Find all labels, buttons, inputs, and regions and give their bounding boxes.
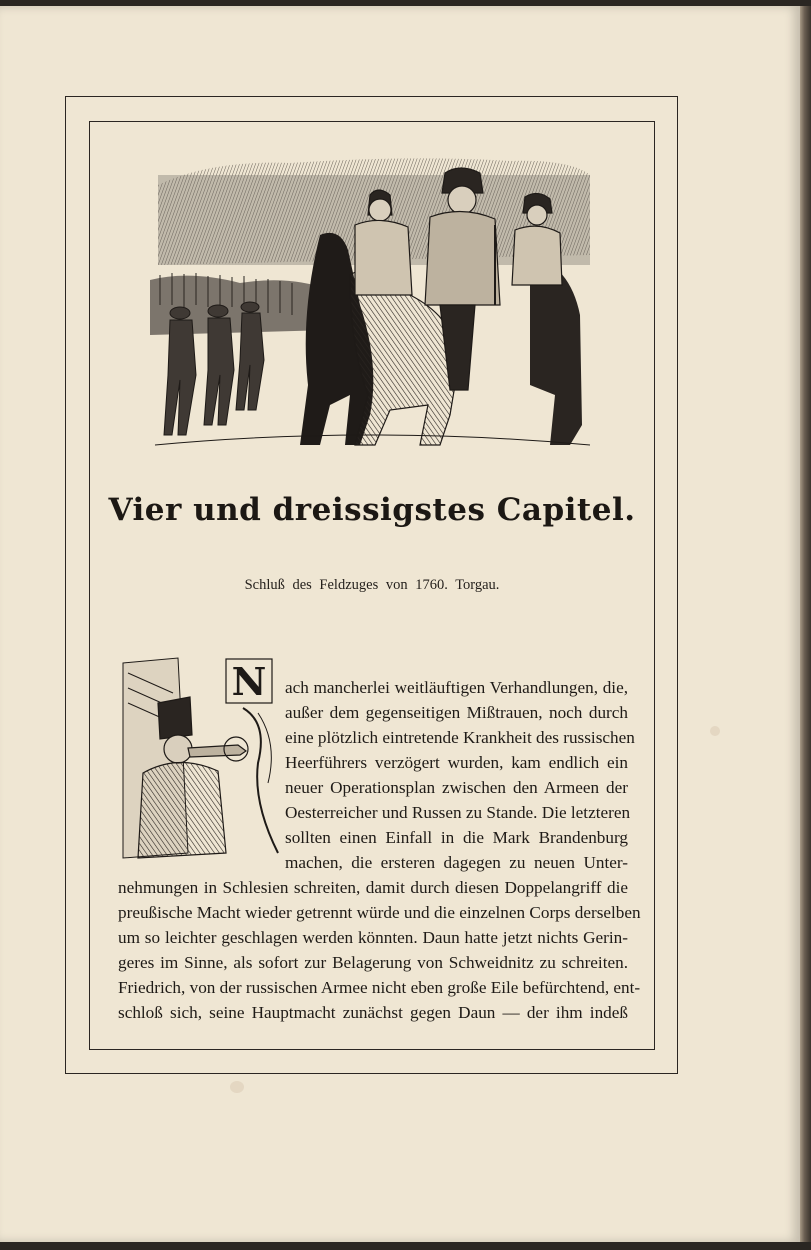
initial-letter-vignette-trumpeter — [118, 653, 286, 868]
page-edge — [800, 6, 811, 1242]
text-line: Heerführers verzögert wurden, kam endlich ein — [285, 753, 628, 772]
text-line: schloß sich, seine Hauptmacht zunächst gegen Daun — der ihm indeß — [118, 1003, 628, 1022]
paper-stain — [710, 726, 720, 736]
text-line: machen, die ersteren dagegen zu neuen Unter- — [285, 853, 628, 872]
text-line: eine plötzlich eintretende Krankheit des russischen — [285, 728, 635, 747]
text-line: nehmungen in Schlesien schreiten, damit durch diesen Doppelangriff die — [118, 878, 628, 897]
text-line: Friedrich, von der russischen Armee nicht eben große Eile befürchtend, ent- — [118, 978, 641, 997]
chapter-subtitle: Schluß des Feldzuges von 1760. Torgau. — [244, 577, 500, 593]
chapter-title: Vier und dreissigstes Capitel. — [108, 492, 636, 528]
text-line: um so leichter geschlagen werden könnten. Daun hatte jetzt nichts Gerin- — [118, 928, 628, 947]
text-line: sollten einen Einfall in die Mark Brandenburg — [285, 828, 628, 847]
text-line: geres im Sinne, als sofort zur Belagerung von Schweidnitz zu schreiten. — [118, 953, 628, 972]
engraving-frederick-on-horseback — [150, 155, 595, 447]
text-line: preußische Macht wieder getrennt würde und die einzelnen Corps derselben — [118, 903, 641, 922]
paper-stain — [230, 1081, 244, 1093]
text-line: ach mancherlei weitläuftigen Verhandlungen, die, — [285, 678, 628, 697]
text-line: außer dem gegenseitigen Mißtrauen, noch durch — [285, 703, 628, 722]
text-line: neuer Operationsplan zwischen den Armeen der — [285, 778, 628, 797]
text-line: Oesterreicher und Russen zu Stande. Die letzteren — [285, 803, 631, 822]
initial-letter: N — [231, 659, 267, 704]
